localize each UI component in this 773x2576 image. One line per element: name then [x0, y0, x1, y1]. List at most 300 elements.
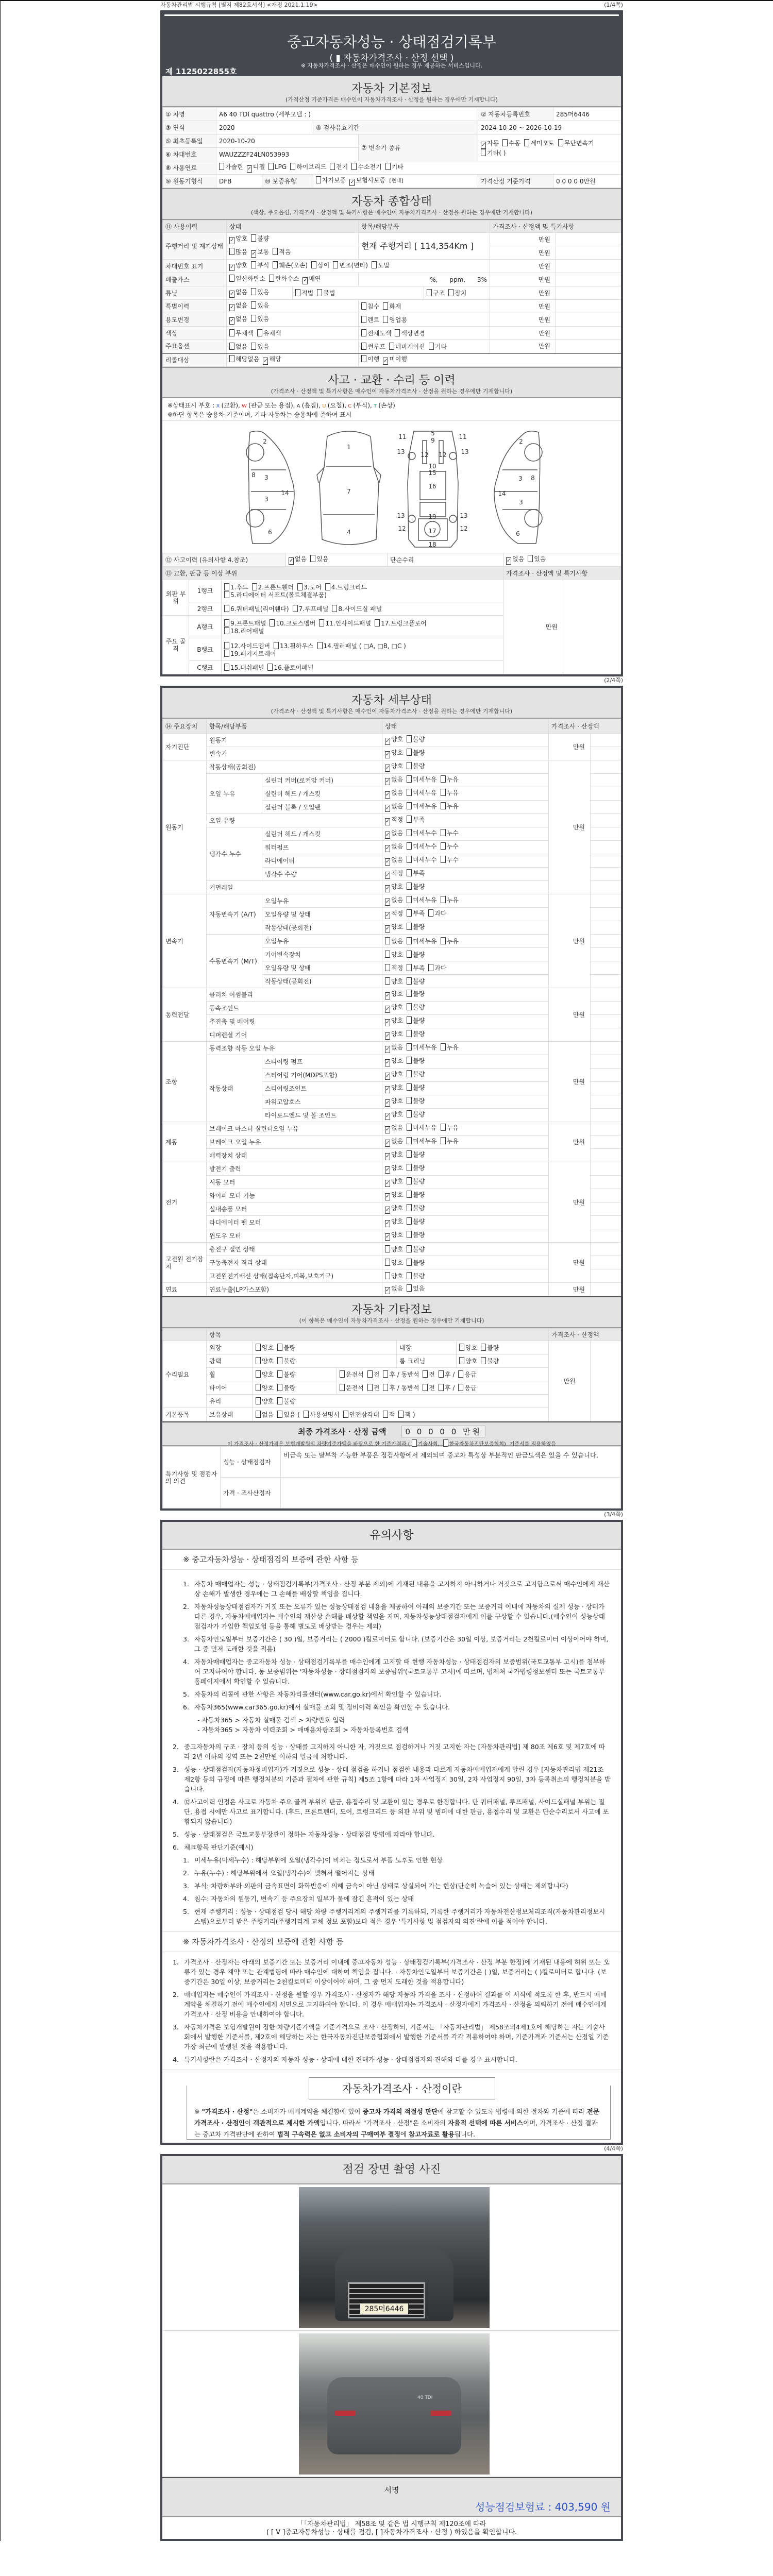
checkbox-option[interactable]: [407, 1204, 425, 1212]
price-remark: [591, 1216, 621, 1229]
checkbox-option[interactable]: [385, 1138, 403, 1147]
checkbox-option[interactable]: [524, 139, 554, 147]
price-unit: 만원: [549, 1042, 591, 1122]
option-label: 과다: [434, 964, 447, 972]
list-number: 4.: [173, 1798, 179, 1806]
checkbox-option[interactable]: [385, 1231, 403, 1241]
checkbox-option[interactable]: [407, 842, 436, 850]
checkbox-option[interactable]: [407, 802, 436, 810]
checkbox-option[interactable]: [385, 1191, 403, 1200]
checkbox-option[interactable]: [398, 1411, 415, 1418]
checkbox-option[interactable]: [385, 910, 403, 919]
checkbox-option[interactable]: [385, 1111, 403, 1120]
checkbox-option[interactable]: [407, 1003, 425, 1011]
checkbox-option[interactable]: [385, 749, 403, 758]
checkbox-option[interactable]: [317, 289, 335, 297]
checkbox-option[interactable]: [407, 951, 425, 958]
part-option[interactable]: [224, 591, 327, 599]
checkbox-option[interactable]: [385, 163, 404, 171]
checkbox-option[interactable]: [407, 1083, 425, 1091]
checkbox-option[interactable]: [256, 1344, 274, 1351]
checkbox-option[interactable]: [407, 1259, 425, 1266]
status-options: [382, 1269, 549, 1283]
part-option[interactable]: [274, 642, 313, 650]
checkbox-option[interactable]: [251, 248, 269, 258]
checkbox-option[interactable]: [441, 789, 459, 796]
checkbox-option[interactable]: [383, 355, 407, 365]
checkbox-option[interactable]: [367, 1370, 380, 1378]
checkbox-option[interactable]: [263, 355, 281, 365]
checked-box-icon: ✓: [385, 765, 390, 771]
item-label: 디퍼렌셜 기어: [207, 1028, 382, 1042]
price-unit: 만원: [490, 233, 556, 246]
status-options: [382, 988, 549, 1002]
checkbox-option[interactable]: [256, 1370, 274, 1378]
checkbox-option[interactable]: [385, 789, 403, 799]
checkbox-option[interactable]: [229, 329, 254, 337]
checkbox-option[interactable]: [429, 343, 447, 350]
checkbox-option[interactable]: [383, 316, 407, 324]
checkbox-option[interactable]: [407, 749, 425, 756]
part-option[interactable]: [224, 664, 264, 671]
option-label: 있음: [316, 555, 329, 563]
part-option[interactable]: [270, 619, 315, 627]
checkbox-option[interactable]: [407, 1110, 425, 1118]
checkbox-option[interactable]: [229, 262, 247, 271]
checkbox-option[interactable]: [385, 937, 403, 945]
checkbox-option[interactable]: [481, 149, 506, 157]
checkbox-option[interactable]: [385, 1057, 403, 1066]
checkbox-option[interactable]: [385, 951, 403, 958]
checkbox-option[interactable]: [407, 1070, 425, 1078]
part-option[interactable]: [224, 605, 289, 613]
part-option[interactable]: [224, 583, 248, 591]
option-label: 침수: [367, 303, 380, 310]
part-option[interactable]: [224, 642, 270, 650]
checkbox-icon: [428, 909, 433, 917]
final-note: 이 가격조사 · 산정가격은 보험개발원의 차량기준가액을 바탕으로 한 기준가격과 (: [227, 1442, 410, 1447]
detail-header: [162, 688, 621, 719]
checkbox-option[interactable]: [256, 1397, 274, 1405]
warranty-notice-list: [162, 1570, 621, 1932]
part-option[interactable]: [317, 642, 406, 650]
checkbox-option[interactable]: [304, 1411, 340, 1418]
sub-item-label: 오일누유: [262, 935, 382, 948]
checkbox-icon: [459, 1357, 464, 1364]
device-group-label: 고전원 전기장치: [163, 1243, 207, 1283]
checkbox-option[interactable]: [273, 248, 291, 256]
option-label: 후 / 동반석: [389, 1384, 419, 1392]
checkbox-option[interactable]: [423, 1384, 435, 1392]
checkbox-option[interactable]: [251, 315, 269, 323]
checkbox-option[interactable]: [385, 883, 403, 892]
checkbox-option[interactable]: [412, 1439, 440, 1447]
checkbox-option[interactable]: [383, 1411, 395, 1418]
checkbox-icon: [502, 139, 508, 146]
part-number-label: 16: [428, 483, 436, 490]
option-label: 운전석: [346, 1384, 364, 1392]
checkbox-option[interactable]: [407, 1164, 425, 1172]
checkbox-option[interactable]: [343, 1411, 379, 1418]
part-option[interactable]: [293, 605, 329, 613]
rank-parts: [222, 616, 503, 638]
item-group-label: 자동변속기 (A/T): [207, 894, 262, 935]
status-options: [382, 854, 549, 868]
checkbox-option[interactable]: [251, 234, 269, 242]
part-option[interactable]: [332, 605, 382, 613]
checkbox-option[interactable]: [229, 248, 247, 256]
option-label: 불량: [413, 951, 425, 958]
checkbox-option[interactable]: [277, 1357, 295, 1365]
part-label: 10.크로스멤버: [276, 619, 316, 627]
sub-item-label: 실린더 블록 / 오일팬: [262, 801, 382, 814]
checkbox-option[interactable]: [407, 1137, 436, 1145]
checkbox-option[interactable]: [459, 1344, 477, 1351]
checkbox-option[interactable]: [256, 1411, 274, 1418]
checkbox-option[interactable]: [407, 977, 425, 985]
checkbox-option[interactable]: [423, 1370, 435, 1378]
checkbox-option[interactable]: [389, 343, 425, 350]
list-text: 침수: 자동차의 원동기, 변속기 등 주요장치 일부가 물에 잠긴 흔적이 있는 상태: [194, 1895, 414, 1903]
checkbox-option[interactable]: [385, 1259, 403, 1266]
part-number-label: 1: [347, 444, 351, 451]
part-option[interactable]: [252, 583, 294, 591]
checkbox-option[interactable]: [385, 1004, 403, 1013]
option-label: 양호: [391, 1164, 404, 1172]
checkbox-option[interactable]: [407, 1217, 425, 1225]
checkbox-option[interactable]: [502, 139, 520, 147]
part-option[interactable]: [224, 650, 276, 657]
checkbox-option[interactable]: [219, 163, 243, 171]
checkbox-option[interactable]: [407, 1284, 425, 1292]
checkbox-option[interactable]: [407, 775, 436, 783]
checkbox-option[interactable]: [441, 829, 459, 837]
checkbox-option[interactable]: [506, 555, 524, 565]
checkbox-option[interactable]: [407, 829, 436, 837]
part-option[interactable]: [224, 627, 264, 635]
checkbox-option[interactable]: [407, 964, 425, 972]
checkbox-option[interactable]: [441, 802, 459, 810]
checkbox-option[interactable]: [385, 1151, 403, 1160]
rank-label: A랭크: [189, 616, 222, 638]
checkbox-option[interactable]: [528, 555, 546, 563]
reg-number: 285머6446: [553, 108, 621, 121]
checkbox-option[interactable]: [385, 990, 403, 999]
checkbox-option[interactable]: [385, 1124, 403, 1133]
checkbox-option[interactable]: [407, 735, 425, 743]
item-label: 윈도우 모터: [207, 1229, 382, 1243]
checkbox-option[interactable]: [441, 775, 459, 783]
option-label: 누수: [446, 856, 459, 863]
checkbox-option[interactable]: [310, 555, 328, 563]
checkbox-icon: [361, 316, 366, 323]
dash-item: - 자동차365 > 자동차 이력조회 > 매매용차량조회 > 자동차등록번호 검색: [197, 1726, 409, 1734]
checkbox-option[interactable]: [407, 816, 425, 823]
option-label: 화재: [389, 303, 401, 310]
checkbox-option[interactable]: [443, 1439, 506, 1447]
checkbox-option[interactable]: [427, 289, 445, 297]
price-unit: 만원: [490, 286, 556, 300]
checkbox-option[interactable]: [268, 163, 287, 171]
checkbox-option[interactable]: [459, 1357, 477, 1365]
checkbox-option[interactable]: [441, 937, 459, 945]
page-mark-4: [160, 2145, 623, 2154]
status-legend: [167, 401, 616, 411]
part-option[interactable]: [267, 664, 313, 671]
checkbox-option[interactable]: [277, 1344, 295, 1351]
checkbox-option[interactable]: [385, 736, 403, 745]
label-transmission: ⑦ 변속기 종류: [359, 134, 478, 161]
basic-info-table: [162, 107, 621, 188]
checkbox-option[interactable]: [269, 275, 299, 282]
option-label: 양호: [465, 1358, 478, 1365]
part-option[interactable]: [297, 583, 322, 591]
checkbox-option[interactable]: [273, 261, 308, 269]
checkbox-option[interactable]: [385, 870, 403, 879]
checkbox-option[interactable]: [407, 883, 425, 890]
checkbox-option[interactable]: [439, 1384, 455, 1392]
checked-box-icon: ✓: [385, 819, 390, 824]
checkbox-option[interactable]: [385, 1164, 403, 1174]
page-1: [160, 10, 623, 676]
checkbox-option[interactable]: [340, 1384, 364, 1392]
option-label: 없음: [512, 555, 525, 563]
checkbox-option[interactable]: [407, 1272, 425, 1280]
checked-box-icon: ✓: [385, 832, 390, 838]
checkbox-option[interactable]: [407, 1177, 425, 1185]
checkbox-option[interactable]: [385, 1017, 403, 1026]
checkbox-option[interactable]: [251, 288, 269, 296]
fuel-options: [216, 161, 621, 175]
status-options: [382, 1256, 549, 1269]
checkbox-option[interactable]: [428, 909, 446, 917]
checkbox-option[interactable]: [385, 1205, 403, 1214]
checkbox-option[interactable]: [407, 1245, 425, 1253]
checkbox-option[interactable]: [407, 896, 436, 904]
part-number-label: 15: [428, 469, 436, 477]
checkbox-option[interactable]: [383, 1384, 419, 1392]
part-option[interactable]: [325, 583, 367, 591]
usage-change-label: 용도변경: [163, 313, 227, 327]
checkbox-option[interactable]: [385, 816, 403, 825]
checkbox-option[interactable]: [385, 923, 403, 933]
price-unit: 만원: [549, 734, 591, 760]
checkbox-option[interactable]: [383, 302, 401, 310]
other-info-table: [162, 1328, 621, 1421]
checked-box-icon: ✓: [385, 1073, 390, 1079]
checkbox-option[interactable]: [340, 1370, 364, 1378]
price-unit: 만원: [549, 1162, 591, 1243]
checkbox-option[interactable]: [407, 1124, 436, 1131]
item-group-label: 오일 누유: [207, 774, 262, 814]
status-options: [382, 868, 549, 881]
checkbox-option[interactable]: [385, 896, 403, 906]
checkbox-option[interactable]: [441, 1137, 459, 1145]
checkbox-option[interactable]: [395, 329, 425, 337]
checkbox-icon: [395, 329, 400, 336]
checkbox-option[interactable]: [247, 163, 265, 173]
sub-item-label: 실린더 커버(로커암 커버): [262, 774, 382, 787]
checkbox-icon: [441, 937, 446, 944]
checkbox-option[interactable]: [558, 139, 594, 147]
checkbox-option[interactable]: [385, 803, 403, 812]
checkbox-option[interactable]: [277, 1370, 295, 1378]
checkbox-option[interactable]: [385, 1218, 403, 1227]
checkbox-option[interactable]: [441, 896, 459, 904]
checkbox-option[interactable]: [330, 163, 348, 171]
checkbox-option[interactable]: [361, 316, 379, 324]
price-unit: 만원: [490, 260, 556, 273]
checkbox-option[interactable]: [311, 261, 329, 269]
checkbox-option[interactable]: [289, 555, 307, 565]
checkbox-icon: [441, 1124, 446, 1131]
legend-text: (판금 또는 용접),: [248, 402, 295, 409]
option-label: 미세누유: [413, 1044, 437, 1051]
checkbox-option[interactable]: [428, 964, 446, 972]
option-label: 보통: [257, 248, 270, 256]
checkbox-option[interactable]: [385, 1097, 403, 1107]
checkbox-option[interactable]: [407, 1016, 425, 1024]
front-photo[interactable]: [299, 2187, 490, 2328]
checkbox-icon: [441, 896, 446, 903]
checkbox-option[interactable]: [361, 302, 379, 310]
checkbox-option[interactable]: [385, 1178, 403, 1187]
checkbox-option[interactable]: [256, 1357, 274, 1365]
checkbox-option[interactable]: [481, 140, 499, 149]
checkbox-option[interactable]: [481, 1357, 499, 1365]
checkbox-option[interactable]: [458, 1370, 476, 1378]
checkbox-option[interactable]: [407, 869, 425, 877]
checkbox-option[interactable]: [407, 990, 425, 997]
list-number: 5.: [183, 1908, 189, 1916]
checkbox-option[interactable]: [407, 1097, 425, 1105]
checkbox-option[interactable]: [441, 1043, 459, 1051]
checkbox-option[interactable]: [407, 856, 436, 863]
checkbox-option[interactable]: [256, 1384, 274, 1392]
checkbox-option[interactable]: [383, 1370, 419, 1378]
checkbox-option[interactable]: [385, 843, 403, 852]
checkbox-icon: [383, 1370, 388, 1378]
checkbox-option[interactable]: [361, 329, 391, 337]
checkbox-icon: [256, 1397, 261, 1404]
checkbox-option[interactable]: [229, 289, 247, 298]
checkbox-option[interactable]: [439, 1370, 455, 1378]
checkbox-option[interactable]: [385, 829, 403, 839]
checkbox-option[interactable]: [385, 762, 403, 772]
list-number: 3.: [183, 1882, 189, 1890]
price-remark: [591, 1256, 621, 1269]
checkbox-option[interactable]: [361, 343, 385, 350]
checkbox-option[interactable]: [385, 1084, 403, 1093]
checkbox-option[interactable]: [407, 1231, 425, 1239]
definition-title: 자동차가격조사 · 산정이란: [309, 2077, 495, 2099]
checkbox-option[interactable]: [441, 842, 459, 850]
overall-status-table: [162, 220, 621, 367]
checkbox-option[interactable]: [385, 977, 403, 985]
checkbox-option[interactable]: [251, 301, 269, 309]
checkbox-option[interactable]: [277, 1384, 295, 1392]
checkbox-option[interactable]: [251, 343, 269, 350]
glass-options: [253, 1395, 549, 1408]
checkbox-option[interactable]: [290, 163, 326, 171]
checkbox-option[interactable]: [372, 261, 390, 269]
checkbox-icon: [224, 642, 229, 649]
checkbox-option[interactable]: [367, 1384, 380, 1392]
checkbox-icon: [407, 951, 412, 958]
checkbox-option[interactable]: [333, 261, 368, 269]
checkbox-option[interactable]: [458, 1384, 476, 1392]
checkbox-option[interactable]: [385, 1272, 403, 1280]
checkbox-option[interactable]: [351, 163, 381, 171]
checkbox-option[interactable]: [407, 1150, 425, 1158]
checkbox-option[interactable]: [385, 776, 403, 785]
checkbox-option[interactable]: [385, 1285, 403, 1294]
legend-text: (손상): [378, 402, 395, 409]
checkbox-icon: [251, 301, 256, 309]
part-option[interactable]: [375, 619, 427, 627]
price-remark: [591, 894, 621, 908]
checkbox-option[interactable]: [407, 909, 425, 917]
checkbox-option[interactable]: [385, 1245, 403, 1253]
checkbox-option[interactable]: [407, 1057, 425, 1064]
checkbox-option[interactable]: [229, 315, 247, 325]
inspection-insurance-fee: 성능점검보험료 : 403,590 원: [475, 2501, 611, 2513]
checkbox-option[interactable]: [441, 856, 459, 863]
checkbox-option[interactable]: [229, 235, 247, 244]
checkbox-option[interactable]: [229, 343, 247, 350]
checkbox-option[interactable]: [481, 1344, 499, 1351]
part-option[interactable]: [224, 619, 266, 627]
checkbox-icon: [317, 289, 322, 296]
checkbox-option[interactable]: [277, 1411, 300, 1418]
checkbox-option[interactable]: [277, 1397, 295, 1405]
sub-item-label: 타이로드엔드 및 볼 조인트: [262, 1109, 382, 1122]
checkbox-option[interactable]: [385, 1071, 403, 1080]
checkbox-option[interactable]: [385, 1044, 403, 1053]
checkbox-option[interactable]: [251, 261, 269, 269]
checkbox-option[interactable]: [295, 289, 313, 297]
checkbox-option[interactable]: [407, 923, 425, 930]
checkbox-option[interactable]: [349, 177, 385, 186]
detail-row: [163, 1162, 621, 1176]
detail-row: [163, 1042, 621, 1055]
checkbox-option[interactable]: [303, 275, 321, 284]
checkbox-option[interactable]: [229, 275, 265, 282]
checkbox-option[interactable]: [407, 1030, 425, 1038]
checkbox-option[interactable]: [441, 1124, 459, 1131]
checkbox-option[interactable]: [407, 789, 436, 796]
checkbox-option[interactable]: [407, 762, 425, 770]
item-label: 브레이크 오일 누유: [207, 1136, 382, 1149]
checkbox-option[interactable]: [229, 302, 247, 311]
checkbox-option[interactable]: [407, 1043, 436, 1051]
checked-box-icon: ✓: [385, 752, 390, 757]
checkbox-option[interactable]: [257, 329, 281, 337]
checkbox-option[interactable]: [385, 964, 403, 972]
part-option[interactable]: [319, 619, 371, 627]
checkbox-option[interactable]: [448, 289, 466, 297]
checkbox-option[interactable]: [407, 1191, 425, 1198]
rear-photo[interactable]: [299, 2333, 490, 2475]
checkbox-option[interactable]: [316, 176, 346, 184]
part-label: 5.라디에이터 서포트(볼트체결부품): [230, 591, 327, 599]
checkbox-option[interactable]: [385, 1030, 403, 1040]
checkbox-option[interactable]: [229, 355, 259, 363]
checkbox-option[interactable]: [407, 937, 436, 945]
checked-box-icon: ✓: [385, 993, 390, 998]
checkbox-option[interactable]: [361, 355, 379, 363]
checkbox-option[interactable]: [385, 856, 403, 866]
